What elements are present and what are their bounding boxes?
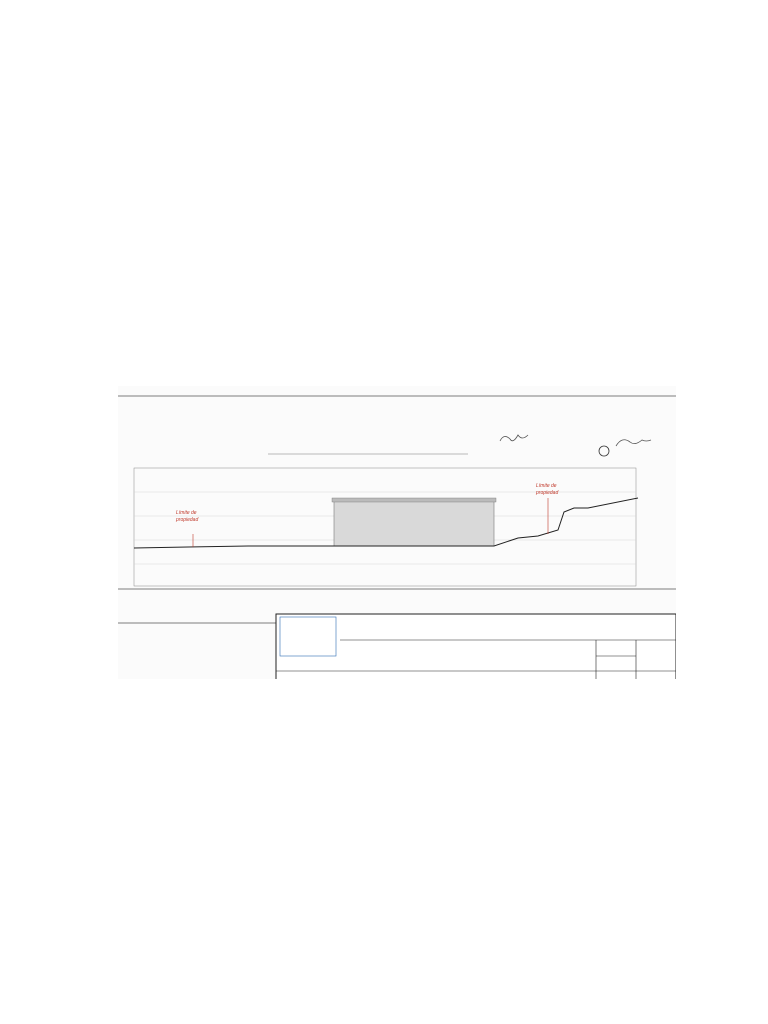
section-drawing-figure	[118, 386, 676, 679]
signature-2	[616, 440, 651, 446]
signature-1	[500, 435, 528, 441]
stamp-icon	[599, 446, 609, 456]
property-limit-left-2: propiedad	[176, 517, 199, 523]
property-limit-left-1: Límite de	[176, 510, 197, 516]
section-drawing	[118, 386, 676, 679]
property-limit-right-1: Límite de	[536, 483, 557, 489]
existing-structure	[334, 500, 494, 546]
property-limit-right-2: propiedad	[536, 490, 559, 496]
title-block	[276, 614, 676, 679]
